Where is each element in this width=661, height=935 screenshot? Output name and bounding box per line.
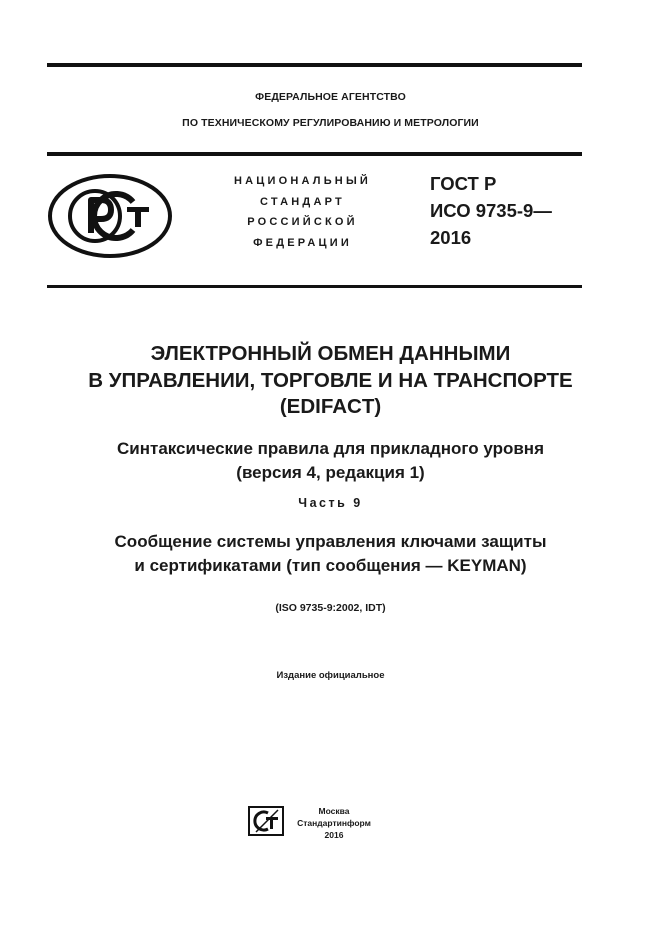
designation-line: ГОСТ Р bbox=[430, 173, 497, 194]
agency-name-line-2: ПО ТЕХНИЧЕСКОМУ РЕГУЛИРОВАНИЮ И МЕТРОЛОГИИ bbox=[182, 117, 479, 129]
publisher-line: Москва bbox=[318, 806, 350, 816]
subtitle-line: (версия 4, редакция 1) bbox=[236, 463, 425, 482]
publisher-line: 2016 bbox=[324, 830, 344, 840]
document-subtitle bbox=[0, 437, 661, 485]
standartinform-logo-icon bbox=[248, 806, 284, 841]
top-rule bbox=[47, 63, 582, 67]
rst-gost-mark-icon bbox=[47, 173, 173, 264]
subtitle-line: Синтаксические правила для прикладного уровня bbox=[117, 439, 544, 458]
designation-line: ИСО 9735-9— bbox=[430, 200, 552, 221]
designation-line: 2016 bbox=[430, 227, 472, 248]
edition-note: Издание официальное bbox=[276, 670, 385, 681]
national-standard-line: НАЦИОНАЛЬНЫЙ bbox=[233, 175, 372, 187]
title-line: (EDIFACT) bbox=[279, 395, 382, 418]
section-rule bbox=[47, 285, 582, 288]
national-standard-block bbox=[215, 171, 390, 253]
part-number: Часть 9 bbox=[298, 496, 363, 510]
national-standard-line: СТАНДАРТ bbox=[260, 195, 345, 208]
title-line: ЭЛЕКТРОННЫЙ ОБМЕН ДАННЫМИ bbox=[150, 342, 511, 365]
national-standard-line: ФЕДЕРАЦИИ bbox=[253, 236, 352, 249]
iso-reference: (ISO 9735-9:2002, IDT) bbox=[275, 602, 386, 614]
standard-designation bbox=[430, 170, 552, 251]
document-title bbox=[0, 341, 661, 421]
agency-name-line-1: ФЕДЕРАЛЬНОЕ АГЕНТСТВО bbox=[255, 91, 406, 103]
header-rule bbox=[47, 152, 582, 156]
publisher-block bbox=[290, 805, 378, 841]
publisher-line: Стандартинформ bbox=[297, 818, 371, 828]
part-title-line: Сообщение системы управления ключами защиты bbox=[114, 532, 547, 551]
part-title-line: и сертификатами (тип сообщения — KEYMAN) bbox=[134, 556, 527, 575]
title-line: В УПРАВЛЕНИИ, ТОРГОВЛЕ И НА ТРАНСПОРТЕ bbox=[88, 368, 573, 392]
national-standard-line: РОССИЙСКОЙ bbox=[247, 216, 358, 228]
part-title bbox=[0, 530, 661, 578]
